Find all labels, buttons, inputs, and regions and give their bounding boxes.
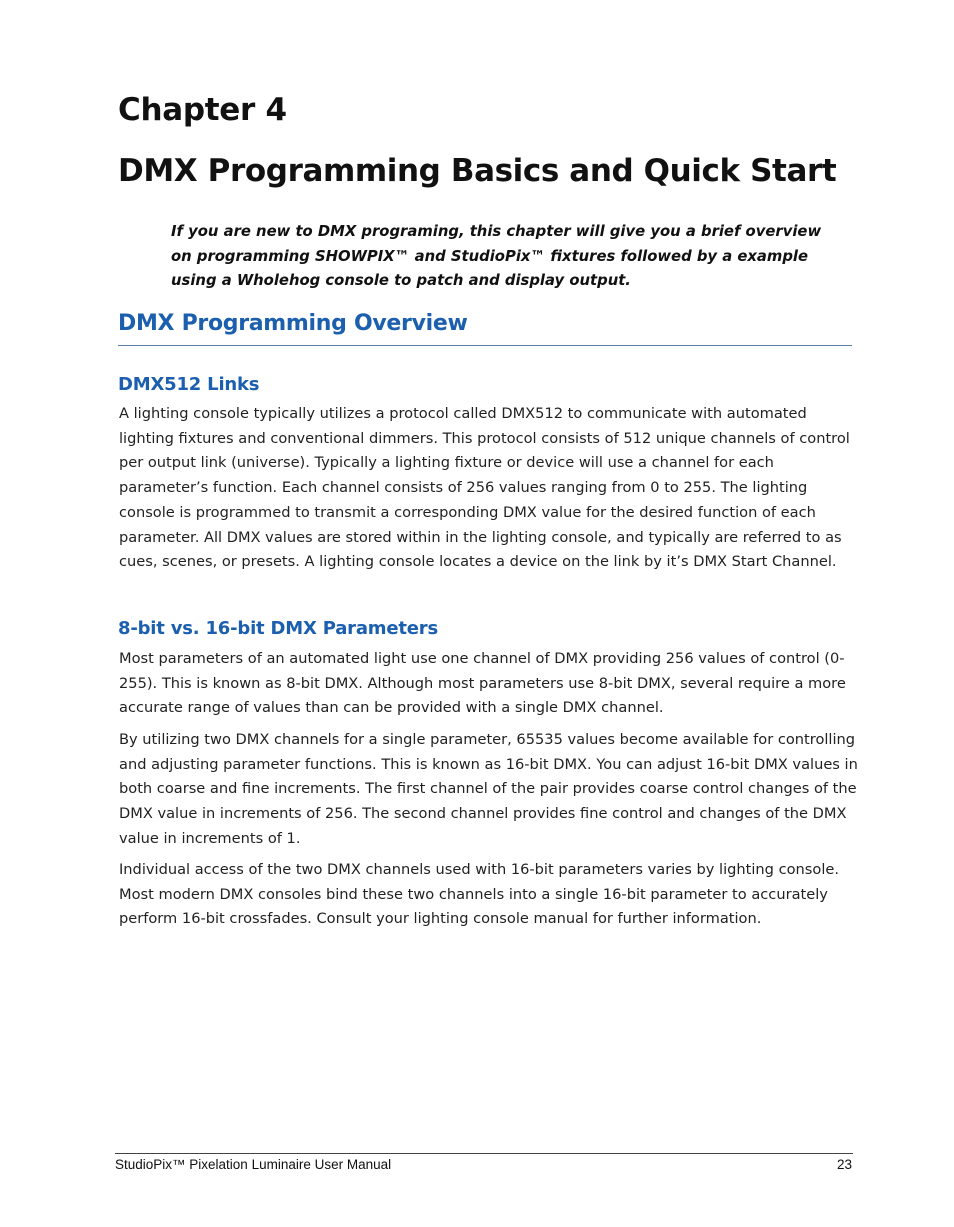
- footer-page-number: 23: [836, 1157, 852, 1172]
- section-divider: [118, 345, 852, 346]
- paragraph-console-access: Individual access of the two DMX channels used with 16-bit parameters varies by lighting console. Most modern DMX consoles bind these two channels into a single 16-bit parameter to accurately perform 16-bit crossfades. Consult your lighting console manual for further information.: [119, 861, 839, 928]
- footer-divider: [115, 1153, 853, 1154]
- chapter-title: DMX Programming Basics and Quick Start: [118, 153, 837, 189]
- subsection-title-dmx512-links: DMX512 Links: [118, 374, 260, 395]
- subsection-title-bit-depth: 8-bit vs. 16-bit DMX Parameters: [118, 618, 438, 639]
- chapter-number: Chapter 4: [118, 92, 287, 128]
- chapter-intro: If you are new to DMX programing, this chapter will give you a brief overview on programming SHOWPIX™ and StudioPix™ fixtures followed by a example using a Wholehog console to patch and display output.: [171, 223, 822, 290]
- paragraph-16bit: By utilizing two DMX channels for a single parameter, 65535 values become available for controlling and adjusting parameter functions. This is known as 16-bit DMX. You can adjust 16-bit DMX values in both coarse and fine increments. The first channel of the pair provides coarse control changes of the DMX value in increments of 256. The second channel provides fine control and changes of the DMX value in increments of 1.: [119, 731, 858, 847]
- paragraph-8bit: Most parameters of an automated light use one channel of DMX providing 256 values of control (0-255). This is known as 8-bit DMX. Although most parameters use 8-bit DMX, several require a more accurate range of values than can be provided with a single DMX channel.: [119, 650, 846, 717]
- section-title: DMX Programming Overview: [118, 311, 468, 336]
- paragraph-dmx512-links: A lighting console typically utilizes a protocol called DMX512 to communicate with automated lighting fixtures and conventional dimmers. This protocol consists of 512 unique channels of control per output link (universe). Typically a lighting fixture or device will use a channel for each parameter’s function. Each channel consists of 256 values ranging from 0 to 255. The lighting console is programmed to transmit a corresponding DMX value for the desired function of each parameter. All DMX values are stored within in the lighting console, and typically are referred to as cues, scenes, or presets. A lighting console locates a device on the link by it’s DMX Start Channel.: [119, 405, 850, 571]
- footer-manual-title: StudioPix™ Pixelation Luminaire User Manual: [115, 1157, 392, 1172]
